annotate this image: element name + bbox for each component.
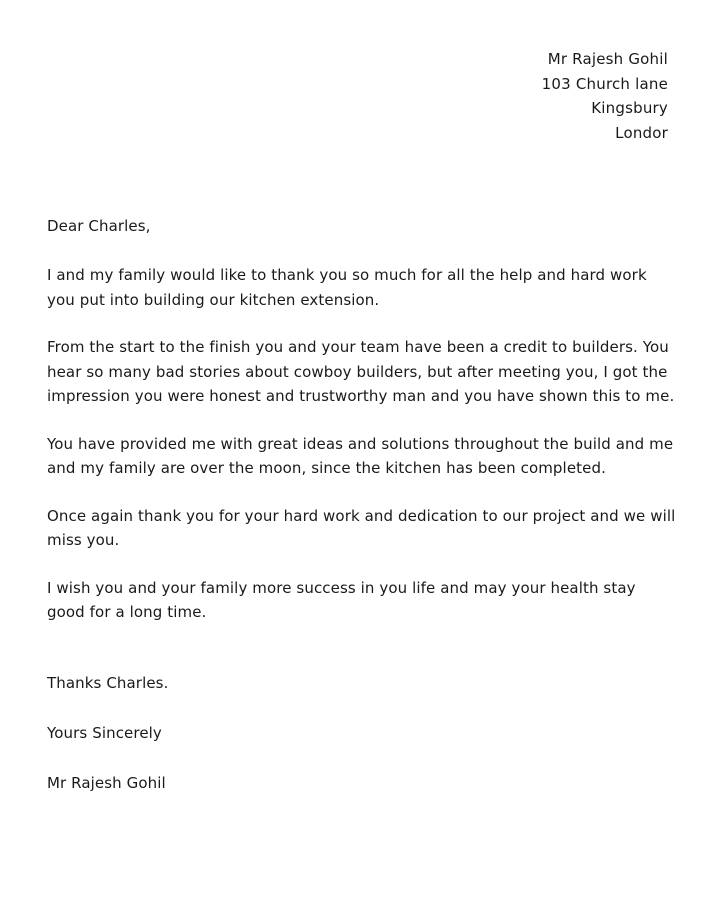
paragraph-thanks: I and my family would like to thank you so much for all the help and hard work you put into building our kitchen extension.	[47, 266, 647, 309]
salutation: Dear Charles,	[47, 217, 151, 235]
paragraph-credit: From the start to the finish you and your team have been a credit to builders. You hear so many bad stories about cowboy builders, but after meeting you, I got the impression you were honest and trustworthy man and you have shown this to me.	[47, 338, 675, 405]
signature-name: Mr Rajesh Gohil	[47, 773, 166, 792]
sender-address	[542, 47, 668, 145]
paragraph-ideas: You have provided me with great ideas and solutions throughout the build and me and my family are over the moon, since the kitchen has been completed.	[47, 434, 674, 477]
paragraph-again: Once again thank you for your hard work and dedication to our project and we will miss you.	[47, 506, 676, 549]
letter-body	[47, 214, 677, 795]
paragraph-wishes: I wish you and your family more success in you life and may your health stay good for a long time.	[47, 578, 636, 621]
sender-city: Londor	[615, 123, 668, 142]
sender-name: Mr Rajesh Gohil	[547, 50, 668, 68]
sign-off: Yours Sincerely	[47, 723, 162, 742]
thanks-line: Thanks Charles.	[47, 673, 169, 692]
sender-area: Kingsbury	[591, 99, 668, 117]
sender-street: 103 Church lane	[541, 74, 668, 93]
